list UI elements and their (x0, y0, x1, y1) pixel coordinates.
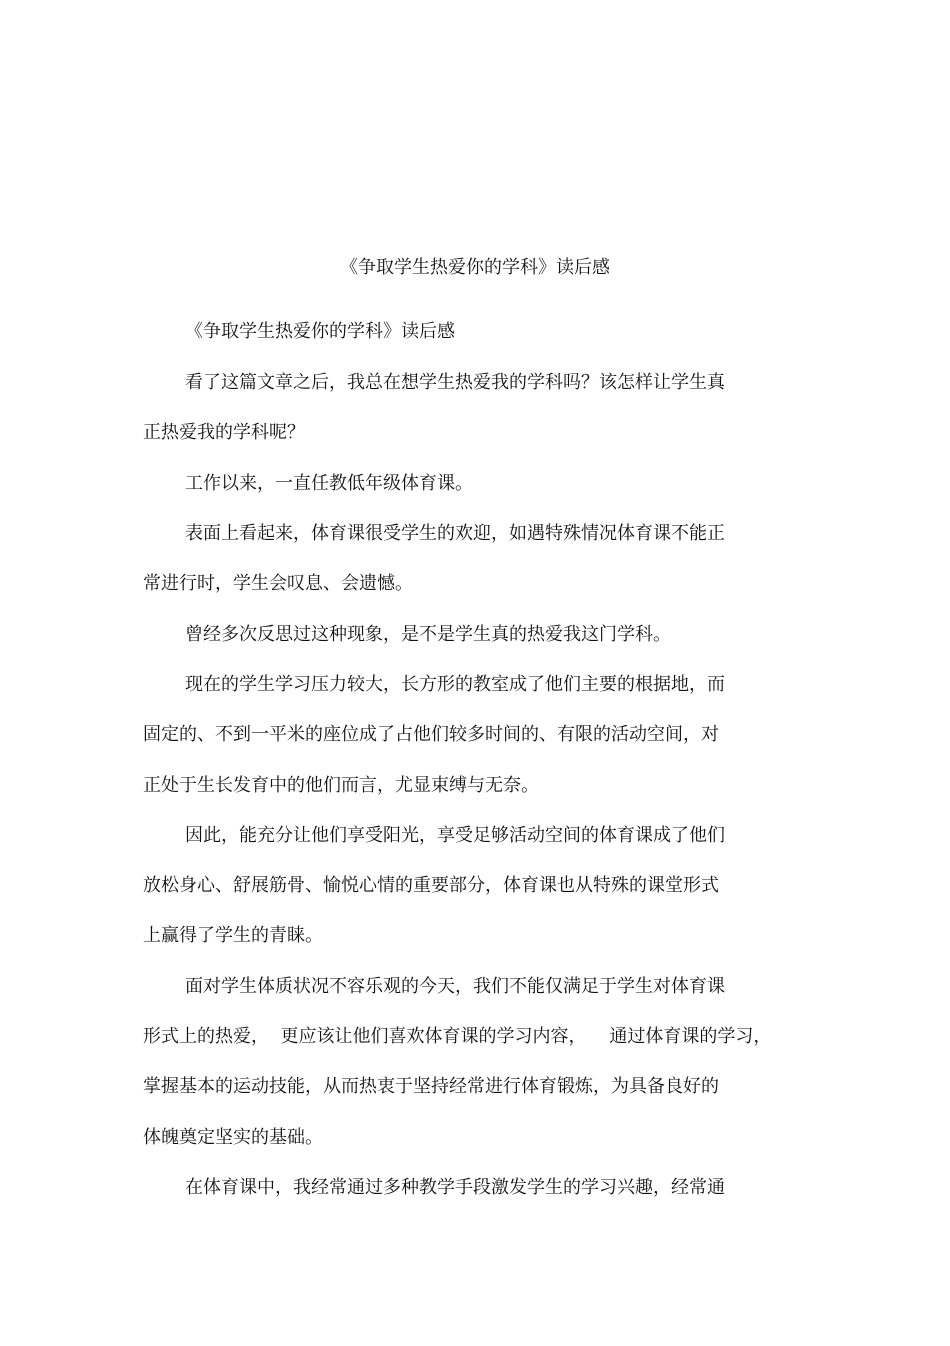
paragraph-line: 因此，能充分让他们享受阳光，享受足够活动空间的体育课成了他们 (185, 825, 725, 846)
subtitle-line: 《争取学生热爱你的学科》读后感 (185, 321, 455, 342)
paragraph-line: 工作以来，一直任教低年级体育课。 (185, 473, 473, 494)
paragraph-line: 曾经多次反思过这种现象，是不是学生真的热爱我这门学科。 (185, 624, 671, 645)
paragraph-line: 体魄奠定坚实的基础。 (143, 1127, 323, 1148)
paragraph-line: 固定的、不到一平米的座位成了占他们较多时间的、有限的活动空间，对 (143, 724, 719, 745)
paragraph-line: 正处于生长发育中的他们而言，尤显束缚与无奈。 (143, 775, 539, 796)
paragraph-line: 表面上看起来，体育课很受学生的欢迎，如遇特殊情况体育课不能正 (185, 523, 725, 544)
paragraph-line: 掌握基本的运动技能，从而热衷于坚持经常进行体育锻炼，为具备良好的 (143, 1076, 719, 1097)
paragraph-line: 形式上的热爱， 更应该让他们喜欢体育课的学习内容， 通过体育课的学习， (143, 1026, 772, 1047)
document-title: 《争取学生热爱你的学科》读后感 (340, 257, 610, 278)
paragraph-line: 上赢得了学生的青睐。 (143, 925, 323, 946)
paragraph-line: 正热爱我的学科呢？ (143, 422, 305, 443)
paragraph-line: 常进行时，学生会叹息、会遗憾。 (143, 573, 413, 594)
paragraph-line: 在体育课中，我经常通过多种教学手段激发学生的学习兴趣，经常通 (185, 1177, 725, 1198)
paragraph-line: 放松身心、舒展筋骨、愉悦心情的重要部分，体育课也从特殊的课堂形式 (143, 875, 719, 896)
paragraph-line: 面对学生体质状况不容乐观的今天，我们不能仅满足于学生对体育课 (185, 976, 725, 997)
paragraph-line: 看了这篇文章之后，我总在想学生热爱我的学科吗？该怎样让学生真 (185, 372, 725, 393)
paragraph-line: 现在的学生学习压力较大，长方形的教室成了他们主要的根据地，而 (185, 674, 725, 695)
